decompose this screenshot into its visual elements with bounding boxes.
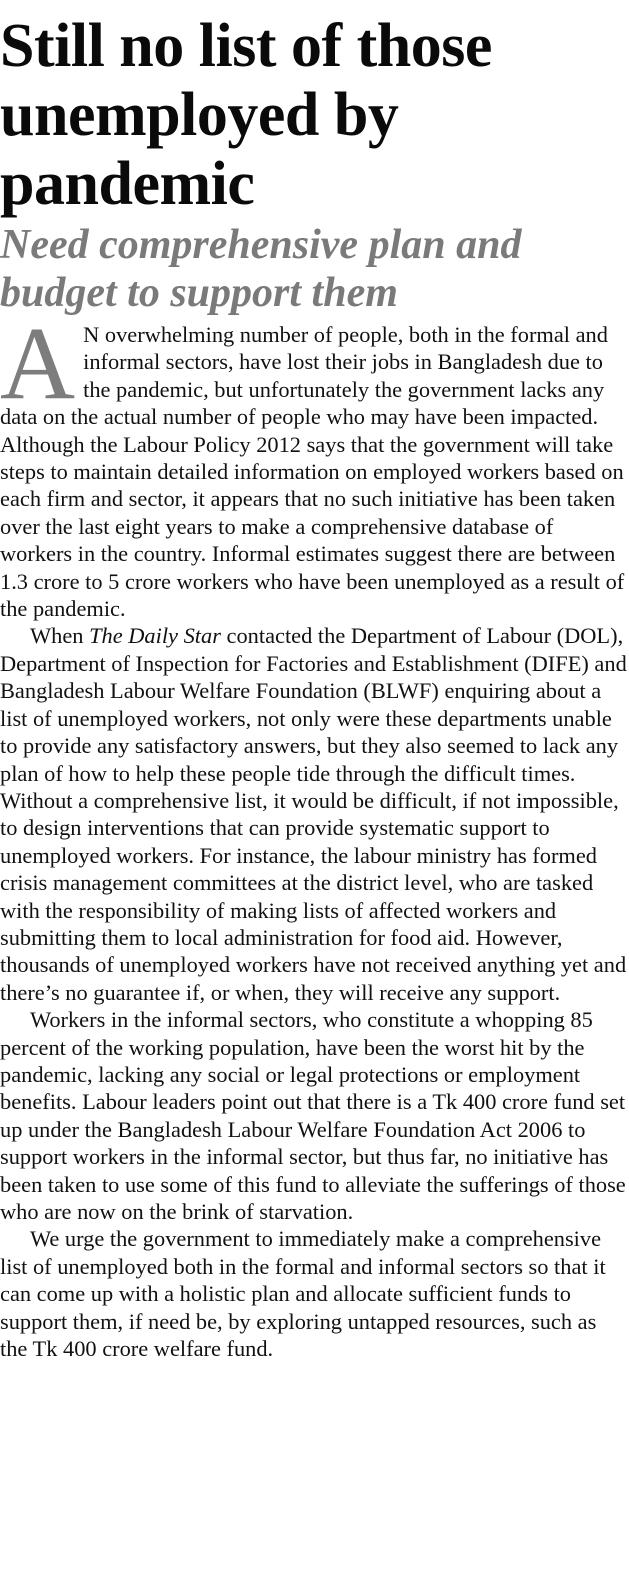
- paragraph-2-lead: When: [30, 623, 90, 649]
- paragraph-2: [0, 622, 629, 1006]
- headline: Still no list of those unemployed by pandemic: [0, 12, 492, 218]
- subheadline: Need comprehensive plan and budget to support them: [0, 222, 522, 316]
- paragraph-2-text: contacted the Department of Labour (DOL), Department of Inspection for Factories and Establishment (DIFE) and Bangladesh Labour Welfare Foundation (BLWF) enquiring about a list of unemployed workers, not only were these departments unable to provide any satisfactory answers, but they also seemed to lack any plan of how to help these people tide through the difficult times. Without a comprehensive list, it would be difficult, if not impossible, to design interventions that can provide systematic support to unemployed workers. For instance, the labour ministry has formed crisis management committees at the district level, who are tasked with the responsibility of making lists of affected workers and submitting them to local administration for food aid. However, thousands of unemployed workers have not received anything yet and there’s no guarantee if, or when, they will receive any support.: [0, 623, 627, 1005]
- article-body: [0, 306, 629, 1362]
- publication-name: The Daily Star: [89, 623, 221, 649]
- drop-cap: A: [0, 306, 76, 421]
- paragraph-1-text: N overwhelming number of people, both in the formal and informal sectors, have lost their jobs in Bangladesh due to the pandemic, but unfortunately the government lacks any data on the actual number of people who may have been impacted. Although the Labour Policy 2012 says that the government will take steps to maintain detailed information on employed workers based on each firm and sector, it appears that no such initiative has been taken over the last eight years to make a comprehensive database of workers in the country. Informal estimates suggest there are between 1.3 crore to 5 crore workers who have been unemployed as a result of the pandemic.: [0, 322, 625, 622]
- paragraph-1: [0, 306, 629, 622]
- paragraph-3: Workers in the informal sectors, who constitute a whopping 85 percent of the working population, have been the worst hit by the pandemic, lacking any social or legal protections or employment benefits. Labour leaders point out that there is a Tk 400 crore fund set up under the Bangladesh Labour Welfare Foundation Act 2006 to support workers in the informal sector, but thus far, no initiative has been taken to use some of this fund to alleviate the sufferings of those who are now on the brink of starvation.: [0, 1007, 626, 1224]
- paragraph-4: We urge the government to immediately make a comprehensive list of unemployed both in the formal and informal sectors so that it can come up with a holistic plan and allocate sufficient funds to support them, if need be, by exploring untapped resources, such as the Tk 400 crore welfare fund.: [0, 1226, 606, 1362]
